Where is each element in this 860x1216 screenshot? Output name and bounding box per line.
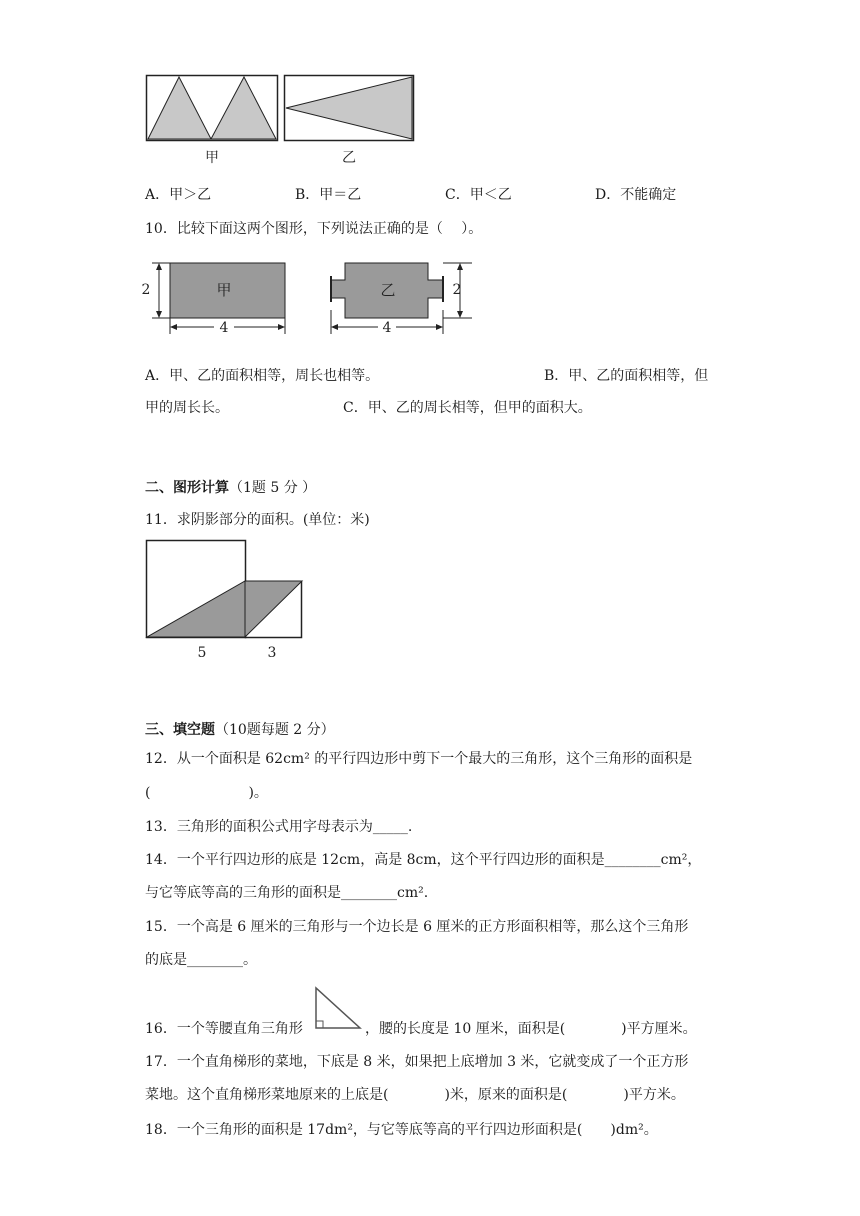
q16-part1: 16．一个等腰直角三角形 xyxy=(145,1021,303,1037)
q10-figure xyxy=(140,258,480,340)
q17-line1: 17．一个直角梯形的菜地，下底是 8 米，如果把上底增加 3 米，它就变成了一个正方形 xyxy=(145,1054,689,1070)
section2-title: 二、图形计算 xyxy=(145,480,229,496)
q9-label-jia: 甲 xyxy=(205,150,219,166)
q12-line2: ( )。 xyxy=(145,785,268,801)
section3-heading xyxy=(145,720,335,740)
q10-option-a: A．甲、乙的面积相等，周长也相等。 xyxy=(145,368,380,384)
q10-label-height-jia: 2 xyxy=(141,282,151,298)
q10-option-b-part2: 甲的周长长。 xyxy=(145,400,229,416)
q9-option-a: A．甲＞乙 xyxy=(145,187,212,203)
q11-label-5: 5 xyxy=(197,645,207,661)
q18-text: 18．一个三角形的面积是 17dm²，与它等底等高的平行四边形面积是( )dm²。 xyxy=(145,1122,658,1138)
q15-line2: 的底是________。 xyxy=(145,952,257,968)
section2-note: （1题 5 分 ） xyxy=(229,480,317,496)
q9-label-yi: 乙 xyxy=(342,150,356,166)
section3-note: （10题每题 2 分） xyxy=(215,722,335,738)
q11-question: 11．求阴影部分的面积。(单位：米) xyxy=(145,512,370,528)
q12-line1: 12．从一个面积是 62cm² 的平行四边形中剪下一个最大的三角形，这个三角形的面积是 xyxy=(145,751,693,767)
right-triangle-icon xyxy=(312,986,364,1032)
section2-heading xyxy=(145,478,316,498)
q9-option-b: B．甲＝乙 xyxy=(295,187,362,203)
q14-line1: 14．一个平行四边形的底是 12cm，高是 8cm，这个平行四边形的面积是________cm²， xyxy=(145,852,702,868)
q10-label-width-yi: 4 xyxy=(382,320,392,336)
q10-label-height-yi: 2 xyxy=(452,282,462,298)
section3-title: 三、填空题 xyxy=(145,722,215,738)
q14-line2: 与它等底等高的三角形的面积是________cm². xyxy=(145,885,429,901)
q10-label-yi: 乙 xyxy=(380,281,396,299)
q10-option-b-part1: B．甲、乙的面积相等，但 xyxy=(544,368,709,384)
q10-option-c: C．甲、乙的周长相等，但甲的面积大。 xyxy=(343,400,592,416)
q9-figure-jia xyxy=(145,74,280,168)
q10-label-width-jia: 4 xyxy=(219,320,229,336)
q10-label-jia: 甲 xyxy=(216,281,232,299)
q13-text: 13．三角形的面积公式用字母表示为_____. xyxy=(145,819,413,835)
q9-figure-yi xyxy=(283,74,415,168)
q10-question: 10．比较下面这两个图形，下列说法正确的是（ ）。 xyxy=(145,221,483,237)
q11-label-3: 3 xyxy=(267,645,277,661)
q15-line1: 15．一个高是 6 厘米的三角形与一个边长是 6 厘米的正方形面积相等，那么这个三角形 xyxy=(145,919,689,935)
q11-figure xyxy=(145,539,305,664)
q16-part2: ，腰的长度是 10 厘米，面积是( )平方厘米。 xyxy=(365,1021,697,1037)
q9-option-c: C．甲＜乙 xyxy=(445,187,512,203)
q9-option-d: D．不能确定 xyxy=(595,187,677,203)
q17-line2: 菜地。这个直角梯形菜地原来的上底是( )米，原来的面积是( )平方米。 xyxy=(145,1087,685,1103)
